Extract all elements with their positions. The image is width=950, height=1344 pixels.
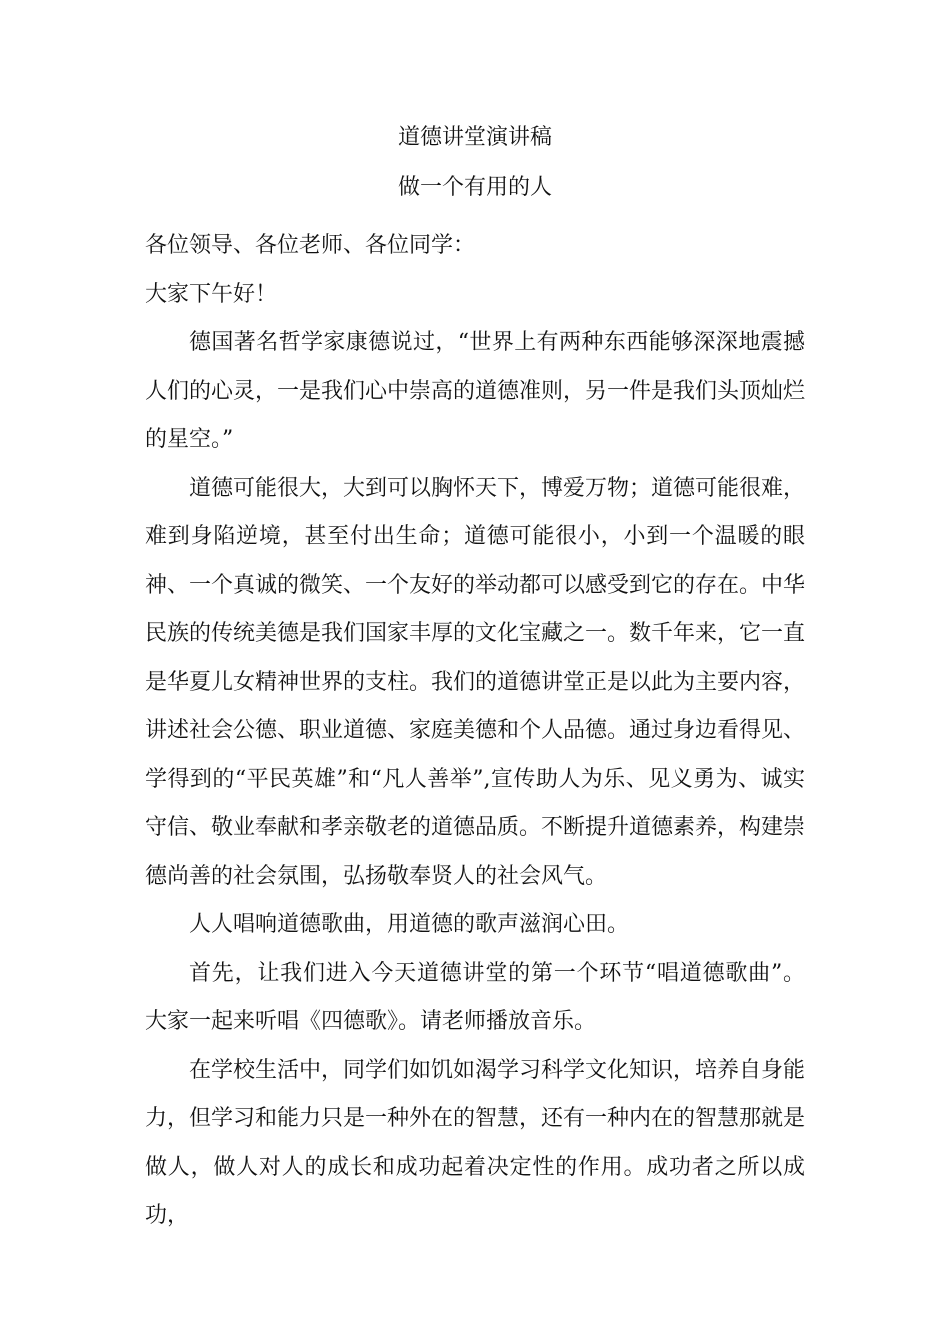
greeting: 大家下午好！ — [145, 281, 278, 307]
paragraph-sing-songs: 人人唱响道德歌曲，用道德的歌声滋润心田。 — [189, 912, 630, 937]
document-page — [145, 0, 805, 1344]
document-title: 道德讲堂演讲稿 — [397, 125, 552, 150]
salutation: 各位领导、各位老师、各位同学： — [145, 233, 476, 258]
paragraph-school-life: 在学校生活中，同学们如饥如渴学习科学文化知识，培养自身能力，但学习和能力只是一种外在的智慧，还有一种内在的智慧那就是做人，做人对人的成长和成功起着决定性的作用。成功者之所以成功， — [145, 1057, 806, 1228]
document-body — [145, 222, 805, 1241]
paragraph-morality: 道德可能很大，大到可以胸怀天下，博爱万物；道德可能很难，难到身陷逆境，甚至付出生命；道德可能很小，小到一个温暖的眼神、一个真诚的微笑、一个友好的举动都可以感受到它的存在。中华民族的传统美德是我们国家丰厚的文化宝藏之一。数千年来，它一直是华夏儿女精神世界的支柱。我们的道德讲堂正是以此为主要内容，讲述社会公德、职业道德、家庭美德和个人品德。通过身边看得见、学得到的“平民英雄”和“凡人善举”,宣传助人为乐、见义勇为、诚实守信、敬业奉献和孝亲敬老的道德品质。不断提升道德素养，构建崇德尚善的社会氛围，弘扬敬奉贤人的社会风气。 — [145, 475, 806, 889]
paragraph-first-segment: 首先，让我们进入今天道德讲堂的第一个环节“唱道德歌曲”。大家一起来听唱《四德歌》。请老师播放音乐。 — [145, 960, 805, 1034]
paragraph-kant-quote: 德国著名哲学家康德说过，“世界上有两种东西能够深深地震撼人们的心灵，一是我们心中崇高的道德准则，另一件是我们头顶灿烂的星空。” — [145, 330, 806, 452]
document-subtitle: 做一个有用的人 — [397, 175, 552, 200]
